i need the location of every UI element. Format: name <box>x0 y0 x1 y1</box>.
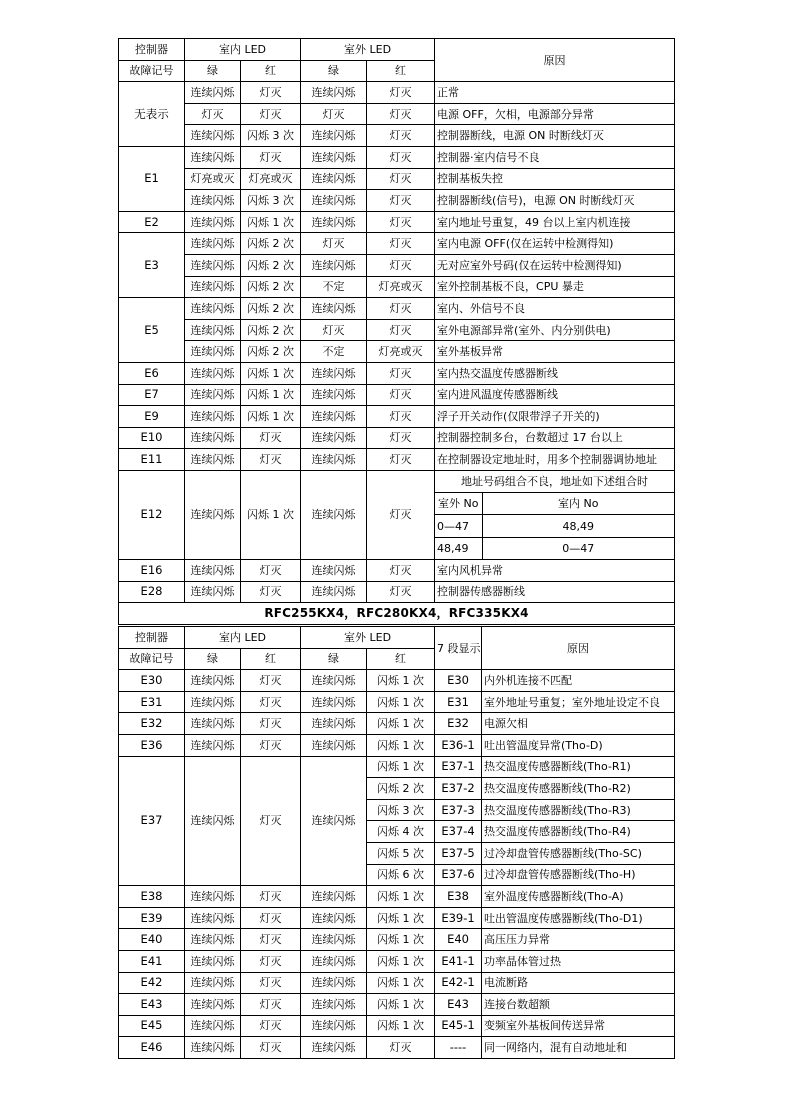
table-row <box>119 146 675 168</box>
indoor-green: 连续闪烁 <box>185 254 241 276</box>
indoor-red: 闪烁 1 次 <box>241 211 301 233</box>
outdoor-red: 闪烁 6 次 <box>367 864 435 886</box>
header-green: 绿 <box>301 648 367 670</box>
indoor-red: 灯亮或灭 <box>241 168 301 190</box>
indoor-red: 灯灭 <box>241 756 301 886</box>
seg-display: E32 <box>435 713 482 735</box>
cause: 浮子开关动作(仅限带浮子开关的) <box>435 406 675 428</box>
indoor-red: 灯灭 <box>241 734 301 756</box>
fault-code: E45 <box>119 1015 185 1037</box>
combo-indoor-no: 48,49 <box>482 515 674 537</box>
table-row <box>119 581 675 603</box>
fault-table-1 <box>118 38 675 625</box>
indoor-red: 闪烁 3 次 <box>241 190 301 212</box>
table-row <box>119 254 675 276</box>
outdoor-red: 灯亮或灭 <box>367 276 435 298</box>
outdoor-green: 连续闪烁 <box>301 125 367 147</box>
seg-display: E43 <box>435 994 482 1016</box>
outdoor-red: 闪烁 4 次 <box>367 821 435 843</box>
address-combo-table <box>435 471 674 559</box>
outdoor-green: 连续闪烁 <box>301 1037 367 1059</box>
cause: 室内热交温度传感器断线 <box>435 362 675 384</box>
outdoor-red: 灯灭 <box>367 560 435 582</box>
header-red: 红 <box>367 648 435 670</box>
table-row <box>119 1037 675 1059</box>
indoor-red: 灯灭 <box>241 907 301 929</box>
outdoor-red: 灯灭 <box>367 233 435 255</box>
outdoor-red: 灯灭 <box>367 190 435 212</box>
header-outdoor-led: 室外 LED <box>301 627 435 649</box>
seg-display: E37-2 <box>435 778 482 800</box>
outdoor-green: 连续闪烁 <box>301 362 367 384</box>
fault-code: E37 <box>119 756 185 886</box>
indoor-red: 闪烁 2 次 <box>241 233 301 255</box>
seg-display: E45-1 <box>435 1015 482 1037</box>
cause: 在控制器设定地址时，用多个控制器调协地址 <box>435 449 675 471</box>
table-row <box>119 384 675 406</box>
cause <box>435 470 675 559</box>
seg-display: E42-1 <box>435 972 482 994</box>
indoor-red: 闪烁 2 次 <box>241 341 301 363</box>
outdoor-green: 连续闪烁 <box>301 756 367 886</box>
indoor-red: 灯灭 <box>241 449 301 471</box>
outdoor-red: 闪烁 1 次 <box>367 713 435 735</box>
fault-code: E3 <box>119 233 185 298</box>
cause: 控制器传感器断线 <box>435 581 675 603</box>
cause: 吐出管温度传感器断线(Tho-D1) <box>482 907 675 929</box>
cause: 正常 <box>435 82 675 104</box>
outdoor-red: 闪烁 1 次 <box>367 734 435 756</box>
header-green: 绿 <box>185 648 241 670</box>
table-row <box>119 756 675 778</box>
indoor-red: 灯灭 <box>241 103 301 125</box>
indoor-green: 连续闪烁 <box>185 406 241 428</box>
table-row <box>119 670 675 692</box>
indoor-red: 闪烁 1 次 <box>241 406 301 428</box>
cause: 内外机连接不匹配 <box>482 670 675 692</box>
cause: 同一网络内，混有自动地址和 <box>482 1037 675 1059</box>
header-green: 绿 <box>301 60 367 82</box>
indoor-green: 连续闪烁 <box>185 427 241 449</box>
header-red: 红 <box>241 60 301 82</box>
indoor-red: 闪烁 2 次 <box>241 298 301 320</box>
indoor-green: 连续闪烁 <box>185 190 241 212</box>
fault-code: E39 <box>119 907 185 929</box>
outdoor-red: 闪烁 1 次 <box>367 972 435 994</box>
indoor-red: 灯灭 <box>241 581 301 603</box>
indoor-green: 连续闪烁 <box>185 233 241 255</box>
cause: 室内电源 OFF(仅在运转中检测得知) <box>435 233 675 255</box>
indoor-red: 闪烁 2 次 <box>241 276 301 298</box>
header-cause: 原因 <box>435 39 675 82</box>
header-red: 红 <box>367 60 435 82</box>
indoor-red: 灯灭 <box>241 427 301 449</box>
model-banner-row <box>119 603 675 625</box>
indoor-green: 灯亮或灭 <box>185 168 241 190</box>
fault-code: E28 <box>119 581 185 603</box>
outdoor-red: 灯灭 <box>367 254 435 276</box>
cause: 电源欠相 <box>482 713 675 735</box>
indoor-red: 灯灭 <box>241 713 301 735</box>
table-row <box>119 691 675 713</box>
outdoor-green: 连续闪烁 <box>301 254 367 276</box>
outdoor-red: 闪烁 3 次 <box>367 799 435 821</box>
outdoor-red: 闪烁 1 次 <box>367 670 435 692</box>
indoor-red: 闪烁 1 次 <box>241 362 301 384</box>
indoor-green: 连续闪烁 <box>185 972 241 994</box>
cause: 室内地址号重复，49 台以上室内机连接 <box>435 211 675 233</box>
cause: 过冷却盘管传感器断线(Tho-SC) <box>482 842 675 864</box>
outdoor-red: 灯亮或灭 <box>367 341 435 363</box>
fault-code: E11 <box>119 449 185 471</box>
indoor-green: 连续闪烁 <box>185 734 241 756</box>
cause: 控制器控制多台，台数超过 17 台以上 <box>435 427 675 449</box>
cause: 电源 OFF，欠相，电源部分异常 <box>435 103 675 125</box>
header-red: 红 <box>241 648 301 670</box>
outdoor-green: 连续闪烁 <box>301 1015 367 1037</box>
outdoor-red: 闪烁 1 次 <box>367 886 435 908</box>
table-row <box>119 233 675 255</box>
fault-code: E1 <box>119 146 185 211</box>
indoor-red: 闪烁 1 次 <box>241 384 301 406</box>
outdoor-red: 灯灭 <box>367 581 435 603</box>
indoor-green: 连续闪烁 <box>185 276 241 298</box>
fault-code: E6 <box>119 362 185 384</box>
header-row <box>119 627 675 649</box>
fault-code: E36 <box>119 734 185 756</box>
seg-display: E37-3 <box>435 799 482 821</box>
table-row <box>119 341 675 363</box>
indoor-green: 连续闪烁 <box>185 713 241 735</box>
indoor-green: 连续闪烁 <box>185 994 241 1016</box>
indoor-green: 连续闪烁 <box>185 581 241 603</box>
outdoor-green: 连续闪烁 <box>301 907 367 929</box>
indoor-green: 连续闪烁 <box>185 756 241 886</box>
outdoor-red: 闪烁 1 次 <box>367 950 435 972</box>
table-row <box>119 276 675 298</box>
indoor-red: 灯灭 <box>241 972 301 994</box>
outdoor-red: 灯灭 <box>367 470 435 559</box>
outdoor-green: 连续闪烁 <box>301 82 367 104</box>
outdoor-green: 灯灭 <box>301 233 367 255</box>
indoor-green: 连续闪烁 <box>185 449 241 471</box>
outdoor-green: 连续闪烁 <box>301 581 367 603</box>
table-row <box>119 972 675 994</box>
seg-display: E39-1 <box>435 907 482 929</box>
indoor-green: 连续闪烁 <box>185 1015 241 1037</box>
indoor-green: 连续闪烁 <box>185 670 241 692</box>
cause: 室内风机异常 <box>435 560 675 582</box>
outdoor-green: 连续闪烁 <box>301 560 367 582</box>
outdoor-green: 连续闪烁 <box>301 298 367 320</box>
outdoor-green: 不定 <box>301 341 367 363</box>
indoor-green: 连续闪烁 <box>185 470 241 559</box>
fault-code: E2 <box>119 211 185 233</box>
indoor-red: 灯灭 <box>241 560 301 582</box>
outdoor-red: 闪烁 1 次 <box>367 929 435 951</box>
indoor-green: 连续闪烁 <box>185 125 241 147</box>
outdoor-green: 灯灭 <box>301 103 367 125</box>
table-row <box>119 929 675 951</box>
cause: 无对应室外号码(仅在运转中检测得知) <box>435 254 675 276</box>
cause: 室外地址号重复；室外地址设定不良 <box>482 691 675 713</box>
indoor-green: 灯灭 <box>185 103 241 125</box>
fault-code: E16 <box>119 560 185 582</box>
indoor-red: 灯灭 <box>241 994 301 1016</box>
fault-code: E41 <box>119 950 185 972</box>
outdoor-green: 连续闪烁 <box>301 994 367 1016</box>
header-controller: 控制器 <box>119 39 185 61</box>
fault-code: E38 <box>119 886 185 908</box>
indoor-green: 连续闪烁 <box>185 362 241 384</box>
outdoor-red: 闪烁 1 次 <box>367 1015 435 1037</box>
indoor-red: 灯灭 <box>241 950 301 972</box>
cause: 室外温度传感器断线(Tho-A) <box>482 886 675 908</box>
cause: 过冷却盘管传感器断线(Tho-H) <box>482 864 675 886</box>
indoor-green: 连续闪烁 <box>185 319 241 341</box>
table-row <box>119 362 675 384</box>
seg-display: E37-5 <box>435 842 482 864</box>
outdoor-red: 灯灭 <box>367 82 435 104</box>
outdoor-green: 连续闪烁 <box>301 691 367 713</box>
table-row <box>119 734 675 756</box>
indoor-green: 连续闪烁 <box>185 560 241 582</box>
indoor-green: 连续闪烁 <box>185 950 241 972</box>
fault-code: E12 <box>119 470 185 559</box>
outdoor-green: 不定 <box>301 276 367 298</box>
outdoor-green: 连续闪烁 <box>301 972 367 994</box>
outdoor-red: 灯灭 <box>367 406 435 428</box>
table-row <box>119 82 675 104</box>
combo-indoor-no: 0—47 <box>482 537 674 559</box>
cause: 热交温度传感器断线(Tho-R4) <box>482 821 675 843</box>
header-indoor-led: 室内 LED <box>185 627 301 649</box>
seg-display: E38 <box>435 886 482 908</box>
seg-display: ---- <box>435 1037 482 1059</box>
outdoor-green: 连续闪烁 <box>301 427 367 449</box>
seg-display: E36-1 <box>435 734 482 756</box>
outdoor-green: 连续闪烁 <box>301 406 367 428</box>
indoor-red: 灯灭 <box>241 691 301 713</box>
combo-outdoor-no: 48,49 <box>435 537 482 559</box>
outdoor-green: 连续闪烁 <box>301 670 367 692</box>
fault-code: E32 <box>119 713 185 735</box>
outdoor-red: 灯灭 <box>367 168 435 190</box>
header-cause: 原因 <box>482 627 675 670</box>
outdoor-green: 连续闪烁 <box>301 190 367 212</box>
fault-code: E10 <box>119 427 185 449</box>
cause: 控制基板失控 <box>435 168 675 190</box>
combo-outdoor-no: 0—47 <box>435 515 482 537</box>
seg-display: E37-4 <box>435 821 482 843</box>
table-row <box>119 168 675 190</box>
combo-row <box>435 537 674 559</box>
table-row <box>119 211 675 233</box>
outdoor-red: 闪烁 2 次 <box>367 778 435 800</box>
indoor-green: 连续闪烁 <box>185 929 241 951</box>
table-row <box>119 907 675 929</box>
fault-code: E30 <box>119 670 185 692</box>
header-indoor-led: 室内 LED <box>185 39 301 61</box>
indoor-green: 连续闪烁 <box>185 384 241 406</box>
header-outdoor-led: 室外 LED <box>301 39 435 61</box>
cause: 功率晶体管过热 <box>482 950 675 972</box>
outdoor-red: 灯灭 <box>367 362 435 384</box>
outdoor-green: 连续闪烁 <box>301 470 367 559</box>
fault-table-2 <box>118 626 675 1059</box>
cause: 室外电源部异常(室外、内分别供电) <box>435 319 675 341</box>
outdoor-green: 灯灭 <box>301 319 367 341</box>
table-row <box>119 449 675 471</box>
table-row <box>119 994 675 1016</box>
outdoor-red: 灯灭 <box>367 125 435 147</box>
outdoor-red: 闪烁 1 次 <box>367 907 435 929</box>
cause: 控制器断线，电源 ON 时断线灯灭 <box>435 125 675 147</box>
cause: 室外基板异常 <box>435 341 675 363</box>
indoor-green: 连续闪烁 <box>185 298 241 320</box>
indoor-red: 灯灭 <box>241 670 301 692</box>
combo-header-indoor: 室内 No <box>482 493 674 515</box>
outdoor-green: 连续闪烁 <box>301 929 367 951</box>
cause: 室内、外信号不良 <box>435 298 675 320</box>
combo-row <box>435 515 674 537</box>
indoor-red: 灯灭 <box>241 929 301 951</box>
cause: 控制器·室内信号不良 <box>435 146 675 168</box>
table-row <box>119 190 675 212</box>
outdoor-green: 连续闪烁 <box>301 886 367 908</box>
outdoor-green: 连续闪烁 <box>301 713 367 735</box>
outdoor-red: 闪烁 1 次 <box>367 691 435 713</box>
table-row <box>119 125 675 147</box>
table-row <box>119 950 675 972</box>
outdoor-green: 连续闪烁 <box>301 384 367 406</box>
indoor-red: 闪烁 2 次 <box>241 254 301 276</box>
seg-display: E37-6 <box>435 864 482 886</box>
indoor-green: 连续闪烁 <box>185 82 241 104</box>
table-row <box>119 560 675 582</box>
indoor-green: 连续闪烁 <box>185 886 241 908</box>
outdoor-red: 闪烁 1 次 <box>367 994 435 1016</box>
combo-row <box>435 471 674 493</box>
cause: 室内进风温度传感器断线 <box>435 384 675 406</box>
indoor-green: 连续闪烁 <box>185 907 241 929</box>
combo-row <box>435 493 674 515</box>
outdoor-green: 连续闪烁 <box>301 449 367 471</box>
indoor-red: 闪烁 1 次 <box>241 470 301 559</box>
cause: 吐出管温度异常(Tho-D) <box>482 734 675 756</box>
outdoor-red: 灯灭 <box>367 211 435 233</box>
cause: 高压压力异常 <box>482 929 675 951</box>
indoor-green: 连续闪烁 <box>185 691 241 713</box>
table-row <box>119 103 675 125</box>
fault-code: E31 <box>119 691 185 713</box>
table-row <box>119 319 675 341</box>
indoor-red: 灯灭 <box>241 1037 301 1059</box>
outdoor-red: 灯灭 <box>367 449 435 471</box>
outdoor-red: 灯灭 <box>367 103 435 125</box>
cause: 室外控制基板不良，CPU 暴走 <box>435 276 675 298</box>
outdoor-red: 灯灭 <box>367 298 435 320</box>
outdoor-red: 闪烁 5 次 <box>367 842 435 864</box>
outdoor-green: 连续闪烁 <box>301 168 367 190</box>
table-row <box>119 713 675 735</box>
indoor-red: 灯灭 <box>241 1015 301 1037</box>
outdoor-red: 灯灭 <box>367 427 435 449</box>
table-row <box>119 298 675 320</box>
indoor-green: 连续闪烁 <box>185 211 241 233</box>
indoor-red: 闪烁 2 次 <box>241 319 301 341</box>
fault-code: 无表示 <box>119 82 185 147</box>
outdoor-red: 灯灭 <box>367 146 435 168</box>
fault-code: E7 <box>119 384 185 406</box>
indoor-red: 灯灭 <box>241 886 301 908</box>
seg-display: E37-1 <box>435 756 482 778</box>
header-7seg: 7 段显示 <box>435 627 482 670</box>
combo-cause: 地址号码组合不良，地址如下述组合时 <box>461 475 649 489</box>
model-banner: RFC255KX4，RFC280KX4，RFC335KX4 <box>119 603 675 625</box>
seg-display: E40 <box>435 929 482 951</box>
outdoor-red: 灯灭 <box>367 384 435 406</box>
combo-header-outdoor: 室外 No <box>435 493 482 515</box>
header-fault-code: 故障记号 <box>119 60 185 82</box>
cause: 变频室外基板间传送异常 <box>482 1015 675 1037</box>
cause: 连接台数超额 <box>482 994 675 1016</box>
outdoor-red: 闪烁 1 次 <box>367 756 435 778</box>
fault-code: E43 <box>119 994 185 1016</box>
cause: 控制器断线(信号)，电源 ON 时断线灯灭 <box>435 190 675 212</box>
indoor-green: 连续闪烁 <box>185 1037 241 1059</box>
table-row <box>119 1015 675 1037</box>
fault-code: E42 <box>119 972 185 994</box>
cause: 电流断路 <box>482 972 675 994</box>
outdoor-green: 连续闪烁 <box>301 146 367 168</box>
header-fault-code: 故障记号 <box>119 648 185 670</box>
outdoor-green: 连续闪烁 <box>301 211 367 233</box>
cause: 热交温度传感器断线(Tho-R3) <box>482 799 675 821</box>
cause: 热交温度传感器断线(Tho-R2) <box>482 778 675 800</box>
fault-code: E46 <box>119 1037 185 1059</box>
seg-display: E41-1 <box>435 950 482 972</box>
fault-code: E5 <box>119 298 185 363</box>
fault-code: E40 <box>119 929 185 951</box>
indoor-green: 连续闪烁 <box>185 146 241 168</box>
table-row <box>119 886 675 908</box>
indoor-green: 连续闪烁 <box>185 341 241 363</box>
header-green: 绿 <box>185 60 241 82</box>
outdoor-red: 灯灭 <box>367 1037 435 1059</box>
cause: 热交温度传感器断线(Tho-R1) <box>482 756 675 778</box>
header-row <box>119 39 675 61</box>
outdoor-red: 灯灭 <box>367 319 435 341</box>
fault-code: E9 <box>119 406 185 428</box>
outdoor-green: 连续闪烁 <box>301 734 367 756</box>
indoor-red: 闪烁 3 次 <box>241 125 301 147</box>
outdoor-green: 连续闪烁 <box>301 950 367 972</box>
seg-display: E31 <box>435 691 482 713</box>
indoor-red: 灯灭 <box>241 82 301 104</box>
table-row <box>119 406 675 428</box>
seg-display: E30 <box>435 670 482 692</box>
indoor-red: 灯灭 <box>241 146 301 168</box>
header-controller: 控制器 <box>119 627 185 649</box>
table-row <box>119 427 675 449</box>
